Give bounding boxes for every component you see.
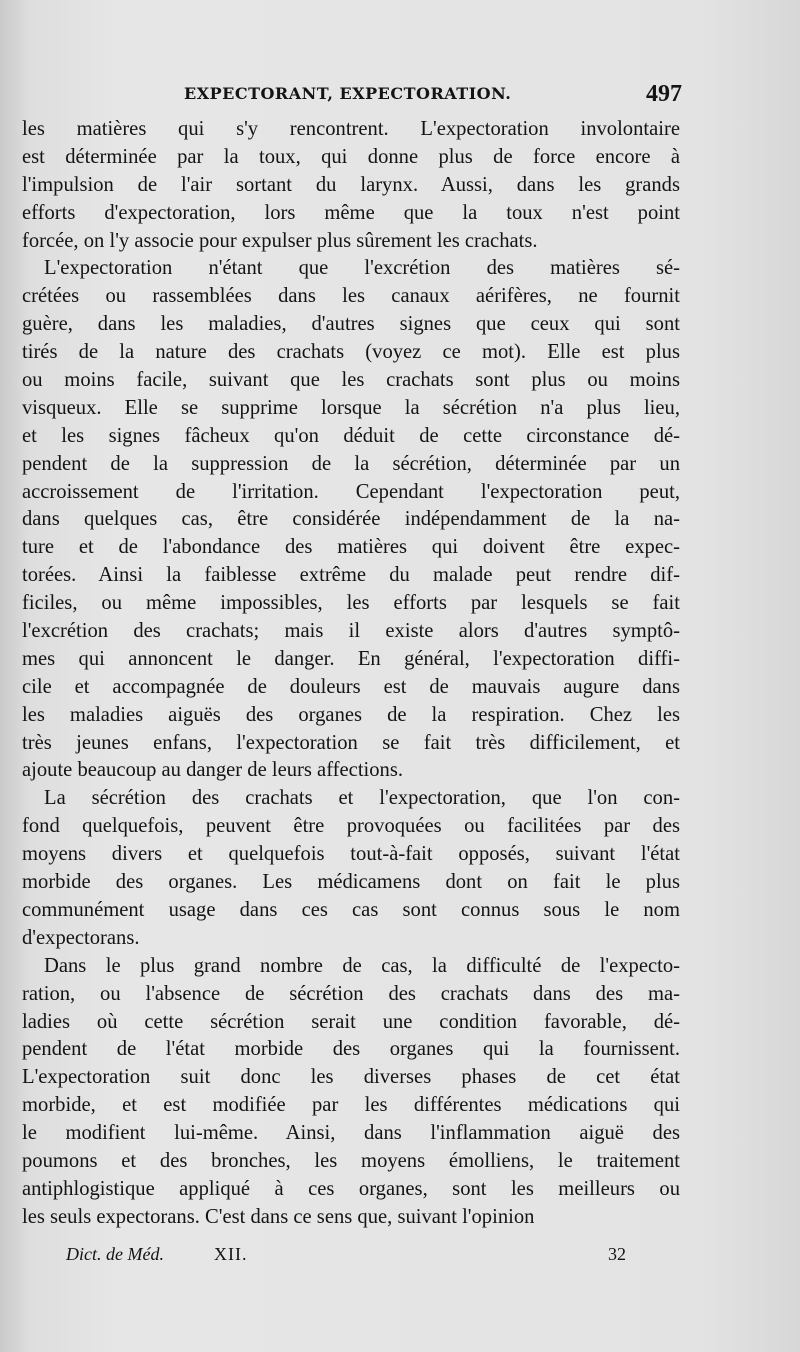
text-line: ficiles, ou même impossibles, les efforts par lesquels se fait bbox=[22, 592, 680, 615]
body-text bbox=[22, 116, 680, 1232]
text-line: communément usage dans ces cas sont connus sous le nom bbox=[22, 898, 680, 921]
footer-volume: XII. bbox=[214, 1244, 248, 1264]
footer-source: Dict. de Méd. bbox=[66, 1244, 164, 1264]
text-line: dans quelques cas, être considérée indépendamment de la na- bbox=[22, 508, 680, 531]
text-line: et les signes fâcheux qu'on déduit de cette circonstance dé- bbox=[22, 424, 680, 447]
paragraph bbox=[22, 255, 680, 785]
paragraph bbox=[22, 116, 680, 255]
text-line: tirés de la nature des crachats (voyez ce mot). Elle est plus bbox=[22, 341, 680, 364]
text-line: ou moins facile, suivant que les crachats sont plus ou moins bbox=[22, 369, 680, 392]
text-line: ration, ou l'absence de sécrétion des crachats dans des ma- bbox=[22, 982, 680, 1005]
text-line: l'impulsion de l'air sortant du larynx. Aussi, dans les grands bbox=[22, 173, 680, 196]
text-line: accroissement de l'irritation. Cependant l'expectoration peut, bbox=[22, 480, 680, 503]
paragraph bbox=[22, 785, 680, 952]
text-line: les maladies aiguës des organes de la respiration. Chez les bbox=[22, 703, 680, 726]
text-line: fond quelquefois, peuvent être provoquées ou facilitées par des bbox=[22, 815, 680, 838]
text-line: pendent de l'état morbide des organes qui la fournissent. bbox=[22, 1038, 680, 1061]
text-line: moyens divers et quelquefois tout-à-fait opposés, suivant l'état bbox=[22, 843, 680, 866]
page-footer bbox=[66, 1244, 626, 1268]
text-line: est déterminée par la toux, qui donne plus de force encore à bbox=[22, 145, 680, 168]
running-title: EXPECTORANT, EXPECTORATION. bbox=[184, 84, 512, 103]
text-line: antiphlogistique appliqué à ces organes, sont les meilleurs ou bbox=[22, 1177, 680, 1200]
text-line: très jeunes enfans, l'expectoration se fait très difficilement, et bbox=[22, 731, 680, 754]
text-line: Dans le plus grand nombre de cas, la difficulté de l'expecto- bbox=[44, 954, 680, 977]
text-line: ajoute beaucoup au danger de leurs affections. bbox=[22, 759, 404, 782]
text-line: L'expectoration n'étant que l'excrétion des matières sé- bbox=[44, 257, 680, 280]
text-line: guère, dans les maladies, d'autres signes que ceux qui sont bbox=[22, 313, 680, 336]
text-line: l'excrétion des crachats; mais il existe alors d'autres symptô- bbox=[22, 620, 680, 643]
text-line: poumons et des bronches, les moyens émolliens, le traitement bbox=[22, 1149, 680, 1172]
text-line: cile et accompagnée de douleurs est de mauvais augure dans bbox=[22, 675, 680, 698]
text-line: forcée, on l'y associe pour expulser plus sûrement les crachats. bbox=[22, 229, 538, 252]
paragraph bbox=[22, 953, 680, 1232]
text-line: torées. Ainsi la faiblesse extrême du malade peut rendre dif- bbox=[22, 564, 680, 587]
text-line: pendent de la suppression de la sécrétion, déterminée par un bbox=[22, 452, 680, 475]
text-line: ladies où cette sécrétion serait une condition favorable, dé- bbox=[22, 1010, 680, 1033]
text-line: le modifient lui-même. Ainsi, dans l'inflammation aiguë des bbox=[22, 1122, 680, 1145]
text-line: visqueux. Elle se supprime lorsque la sécrétion n'a plus lieu, bbox=[22, 396, 680, 419]
text-line: d'expectorans. bbox=[22, 926, 140, 949]
text-line: ture et de l'abondance des matières qui doivent être expec- bbox=[22, 536, 680, 559]
text-line: L'expectoration suit donc les diverses phases de cet état bbox=[22, 1066, 680, 1089]
text-line: mes qui annoncent le danger. En général, l'expectoration diffi- bbox=[22, 647, 680, 670]
text-line: morbide des organes. Les médicamens dont on fait le plus bbox=[22, 871, 680, 894]
page-number: 497 bbox=[646, 81, 682, 107]
text-line: morbide, et est modifiée par les différentes médications qui bbox=[22, 1094, 680, 1117]
text-line: La sécrétion des crachats et l'expectoration, que l'on con- bbox=[44, 787, 680, 810]
text-line: les matières qui s'y rencontrent. L'expectoration involontaire bbox=[22, 118, 680, 140]
page-header bbox=[22, 81, 682, 110]
text-line: crétées ou rassemblées dans les canaux aérifères, ne fournit bbox=[22, 285, 680, 308]
text-line: efforts d'expectoration, lors même que la toux n'est point bbox=[22, 201, 680, 224]
footer-signature: 32 bbox=[608, 1244, 626, 1264]
text-line: les seuls expectorans. C'est dans ce sens que, suivant l'opinion bbox=[22, 1205, 535, 1228]
